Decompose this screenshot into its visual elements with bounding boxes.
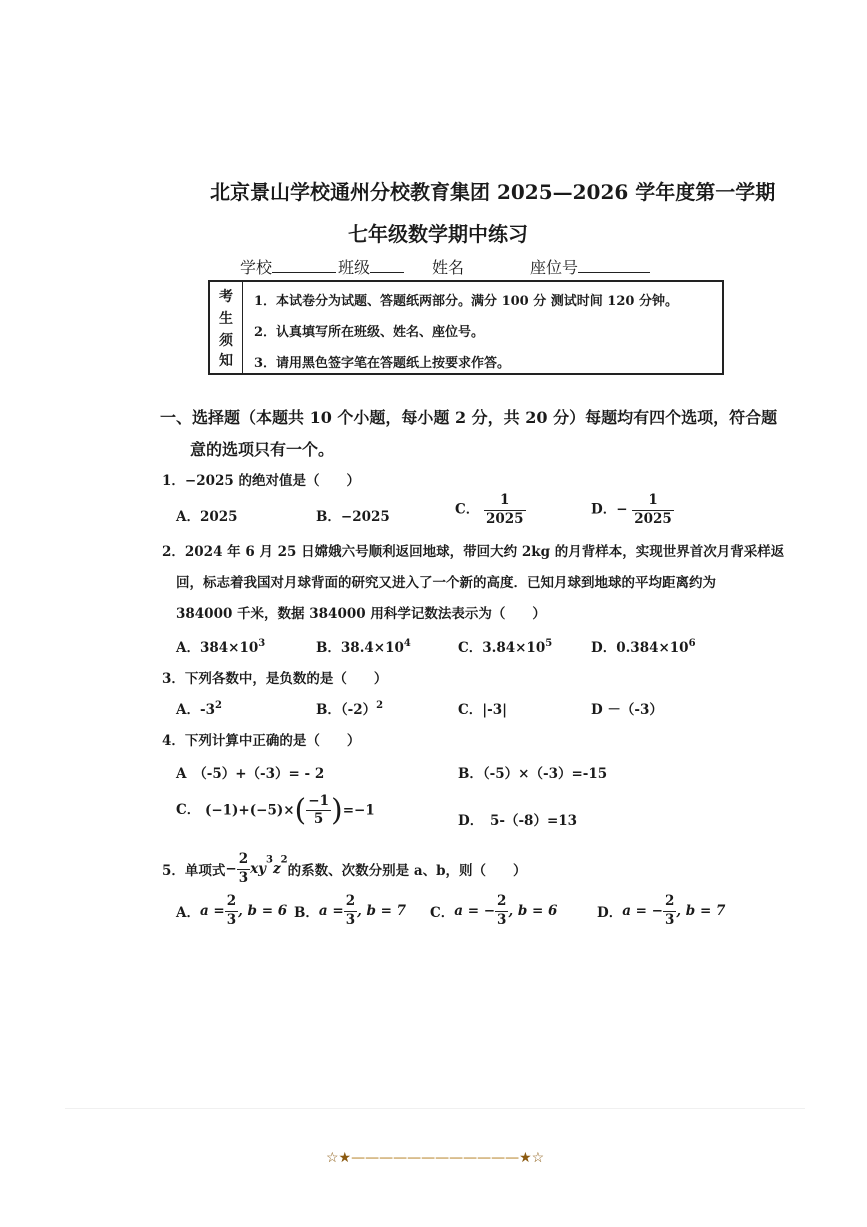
q5-minus-sign: − — [225, 861, 237, 877]
q4-option-c-fraction — [306, 792, 331, 827]
q5-option-b — [294, 895, 406, 927]
fraction-numerator: 2 — [663, 895, 676, 912]
section-header: 一、选择题（本题共 10 个小题，每小题 2 分，共 20 分）每题均有四个选项，符合题 — [160, 408, 778, 427]
name-label: 姓名 — [432, 258, 465, 277]
fraction-denominator: 3 — [345, 911, 356, 928]
q2-option-c-text: C．3.84×10 — [458, 640, 546, 656]
q5-stem-suffix: 的系数、次数分别是 a、b，则（ ） — [287, 863, 527, 879]
fraction-denominator: 3 — [497, 911, 507, 928]
seat-label: 座位号 — [530, 258, 579, 277]
q2-option-b — [316, 636, 411, 656]
q5-option-pre: a = — [199, 903, 225, 919]
fraction-denominator: 2025 — [485, 510, 524, 527]
q5-option-pre: a = − — [622, 903, 663, 919]
notice-box — [208, 280, 724, 375]
school-field — [240, 255, 336, 278]
question-2-stem-line2: 回，标志着我国对月球背面的研究又进入了一个新的高度．已知月球到地球的平均距离约为 — [176, 575, 716, 591]
q3-option-a — [176, 698, 222, 718]
fraction-numerator: 1 — [632, 494, 674, 511]
seat-blank — [578, 258, 650, 273]
question-2-stem-line3: 384000 千米，数据 384000 用科学记数法表示为（ ） — [176, 606, 546, 622]
q4-option-d: D． 5-（-8）=13 — [458, 813, 578, 829]
notice-side-char: 须 — [219, 333, 233, 349]
school-blank — [272, 258, 336, 273]
q4-option-c-expr-right: =−1 — [342, 802, 375, 819]
q5-option-post: , b = 6 — [238, 903, 288, 919]
q5-monomial-z: z — [273, 861, 281, 877]
class-field — [338, 255, 404, 278]
notice-item: 1．本试卷分为试题、答题纸两部分。满分 100 分 测试时间 120 分钟。 — [254, 294, 678, 309]
q5-option-fraction — [225, 895, 238, 927]
fraction-numerator: 2 — [344, 895, 357, 912]
footer-stars-right: ★☆ — [519, 1150, 545, 1166]
name-field — [432, 255, 464, 278]
q3-option-a-text: A．-3 — [176, 702, 215, 718]
q5-option-label: B． — [294, 905, 319, 921]
q5-option-a — [176, 895, 287, 927]
section-header-cont: 意的选项只有一个。 — [190, 440, 335, 459]
question-3-stem: 3．下列各数中，是负数的是（ ） — [162, 671, 388, 687]
fraction-denominator: 3 — [665, 911, 675, 928]
q5-stem-prefix: 5．单项式 — [162, 863, 226, 879]
q3-option-a-exponent: 2 — [214, 700, 222, 711]
notice-side-char: 生 — [219, 311, 233, 327]
question-2-stem-line1: 2．2024 年 6 月 25 日嫦娥六号顺利返回地球，带回大约 2kg 的月背样本，实现世界首次月背采样返 — [162, 544, 785, 560]
q5-option-post: , b = 7 — [676, 903, 726, 919]
q5-option-fraction — [495, 895, 508, 927]
q3-option-b-text: B．（-2） — [316, 702, 377, 718]
q4-option-b: B．（-5）×（-3）=-15 — [458, 766, 608, 782]
q5-option-d — [597, 895, 725, 927]
q1-option-b: B．−2025 — [316, 509, 390, 525]
q5-monomial-xy: xy — [250, 861, 267, 877]
q1-option-c-fraction — [484, 494, 526, 526]
footer-dashes: ———————————— — [351, 1150, 520, 1166]
q2-option-a — [176, 636, 265, 656]
notice-item: 3．请用黑色签字笔在答题纸上按要求作答。 — [254, 356, 511, 371]
question-1-stem: 1．−2025 的绝对值是（ ） — [162, 473, 360, 489]
q5-option-c — [430, 895, 557, 927]
fraction-denominator: 5 — [313, 811, 324, 827]
q5-coefficient-fraction — [237, 853, 250, 885]
q3-option-b-exponent: 2 — [376, 700, 384, 711]
school-label: 学校 — [240, 258, 273, 277]
q1-option-c — [455, 494, 526, 526]
q2-option-c-exponent: 5 — [545, 638, 553, 649]
q4-option-a: A （-5）+（-3）= - 2 — [176, 766, 325, 782]
right-paren: ) — [330, 793, 343, 828]
fraction-numerator: −1 — [306, 795, 331, 812]
q1-option-d — [591, 494, 674, 526]
q2-option-b-text: B．38.4×10 — [316, 640, 404, 656]
class-label: 班级 — [338, 258, 371, 277]
q5-option-label: C． — [430, 905, 455, 921]
notice-item: 2．认真填写所在班级、姓名、座位号。 — [254, 325, 485, 340]
fraction-numerator: 2 — [237, 853, 250, 870]
q1-option-c-label: C． — [455, 501, 480, 518]
q5-option-fraction — [344, 895, 357, 927]
q2-option-a-text: A．384×10 — [176, 640, 259, 656]
q2-option-d-text: D．0.384×10 — [591, 640, 689, 656]
fraction-denominator: 3 — [226, 911, 237, 928]
question-4-stem: 4．下列计算中正确的是（ ） — [162, 733, 361, 749]
fraction-denominator: 3 — [238, 869, 249, 886]
q5-option-label: D． — [597, 905, 623, 921]
fraction-numerator: 2 — [225, 895, 238, 912]
class-blank — [370, 258, 404, 273]
q1-option-d-fraction — [632, 494, 674, 526]
seat-field — [530, 255, 650, 278]
q4-option-c-label: C． — [176, 802, 201, 818]
notice-side-char: 知 — [219, 353, 233, 369]
q3-option-d: D －（-3） — [591, 702, 663, 718]
q4-option-c-expr-left: (−1)+(−5)× — [204, 802, 295, 819]
q2-option-c — [458, 636, 552, 656]
q5-option-post: , b = 6 — [508, 903, 558, 919]
q3-option-c: C．|-3| — [458, 702, 508, 718]
page-footer — [326, 1150, 544, 1166]
notice-side-char: 考 — [219, 289, 233, 305]
q2-option-d — [591, 636, 696, 656]
q5-exponent-z: 2 — [280, 854, 288, 866]
q3-option-b — [316, 698, 383, 718]
q5-option-label: A． — [176, 905, 200, 921]
q2-option-b-exponent: 4 — [403, 638, 411, 649]
q5-exponent-y: 3 — [266, 854, 273, 866]
fraction-denominator: 2025 — [634, 510, 672, 527]
q5-option-post: , b = 7 — [357, 903, 407, 919]
footer-stars-left: ☆★ — [326, 1150, 352, 1166]
fraction-numerator: 2 — [495, 895, 508, 912]
fraction-numerator: 1 — [484, 494, 526, 511]
q1-option-a: A．2025 — [176, 509, 238, 525]
left-paren: ( — [294, 793, 307, 828]
q2-option-d-exponent: 6 — [688, 638, 696, 649]
footer-divider — [65, 1108, 805, 1109]
exam-title: 北京景山学校通州分校教育集团 2025—2026 学年度第一学期 — [210, 180, 776, 204]
q4-option-c — [176, 793, 375, 828]
q2-option-a-exponent: 3 — [258, 638, 266, 649]
notice-side-label — [210, 282, 243, 373]
q5-option-pre: a = — [318, 903, 344, 919]
exam-subtitle: 七年级数学期中练习 — [348, 222, 528, 246]
q5-option-fraction — [663, 895, 676, 927]
question-5-stem — [162, 853, 527, 885]
q5-option-pre: a = − — [454, 903, 496, 919]
q1-option-d-label: D．− — [591, 501, 628, 518]
